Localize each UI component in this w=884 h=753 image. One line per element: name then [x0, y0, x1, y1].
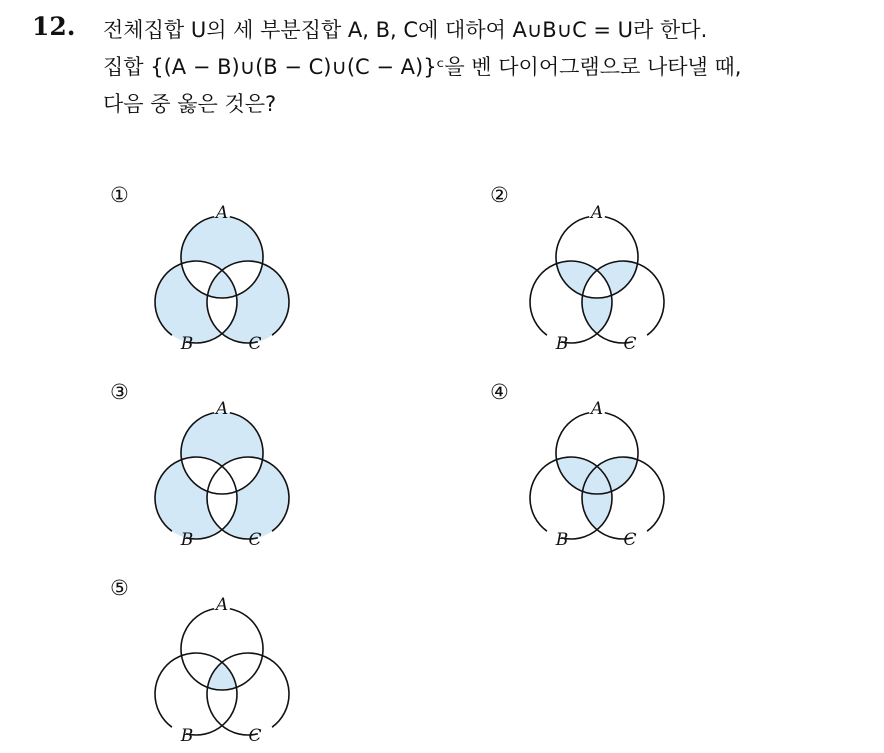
- choice-1-marker[interactable]: ①: [110, 183, 129, 207]
- choice-4-marker[interactable]: ④: [490, 380, 509, 404]
- set-label-b: B: [180, 726, 194, 746]
- set-label-b: B: [555, 530, 569, 550]
- choice-2-marker[interactable]: ②: [490, 183, 509, 207]
- set-label-c: C: [248, 530, 262, 550]
- set-label-c: C: [623, 530, 637, 550]
- choice-4-venn-diagram[interactable]: [525, 398, 670, 557]
- set-label-c: C: [623, 334, 637, 354]
- set-label-a: A: [215, 595, 229, 615]
- set-label-a: A: [215, 203, 229, 223]
- set-label-b: B: [555, 334, 569, 354]
- circle-b-outline: [155, 653, 237, 735]
- question-text-line-1: 전체집합 U의 세 부분집합 A, B, C에 대하여 A∪B∪C = U라 한다.: [103, 18, 708, 42]
- question-number: 12.: [32, 12, 76, 41]
- set-label-a: A: [590, 203, 604, 223]
- question-text-line-3: 다음 중 옳은 것은?: [103, 92, 277, 116]
- set-label-b: B: [180, 530, 194, 550]
- choice-3-venn-diagram[interactable]: [150, 398, 295, 557]
- choice-5-marker[interactable]: ⑤: [110, 576, 129, 600]
- set-label-a: A: [590, 399, 604, 419]
- circle-c-outline: [207, 653, 289, 735]
- set-label-c: C: [248, 334, 262, 354]
- set-label-c: C: [248, 726, 262, 746]
- choice-3-marker[interactable]: ③: [110, 380, 129, 404]
- choice-5-venn-diagram[interactable]: [150, 594, 295, 753]
- choice-2-venn-diagram[interactable]: [525, 202, 670, 361]
- set-label-b: B: [180, 334, 194, 354]
- choice-1-venn-diagram[interactable]: [150, 202, 295, 361]
- question-text-line-2: 집합 {(A − B)∪(B − C)∪(C − A)}ᶜ을 벤 다이어그램으로 나타낼 때,: [103, 55, 742, 79]
- set-label-a: A: [215, 399, 229, 419]
